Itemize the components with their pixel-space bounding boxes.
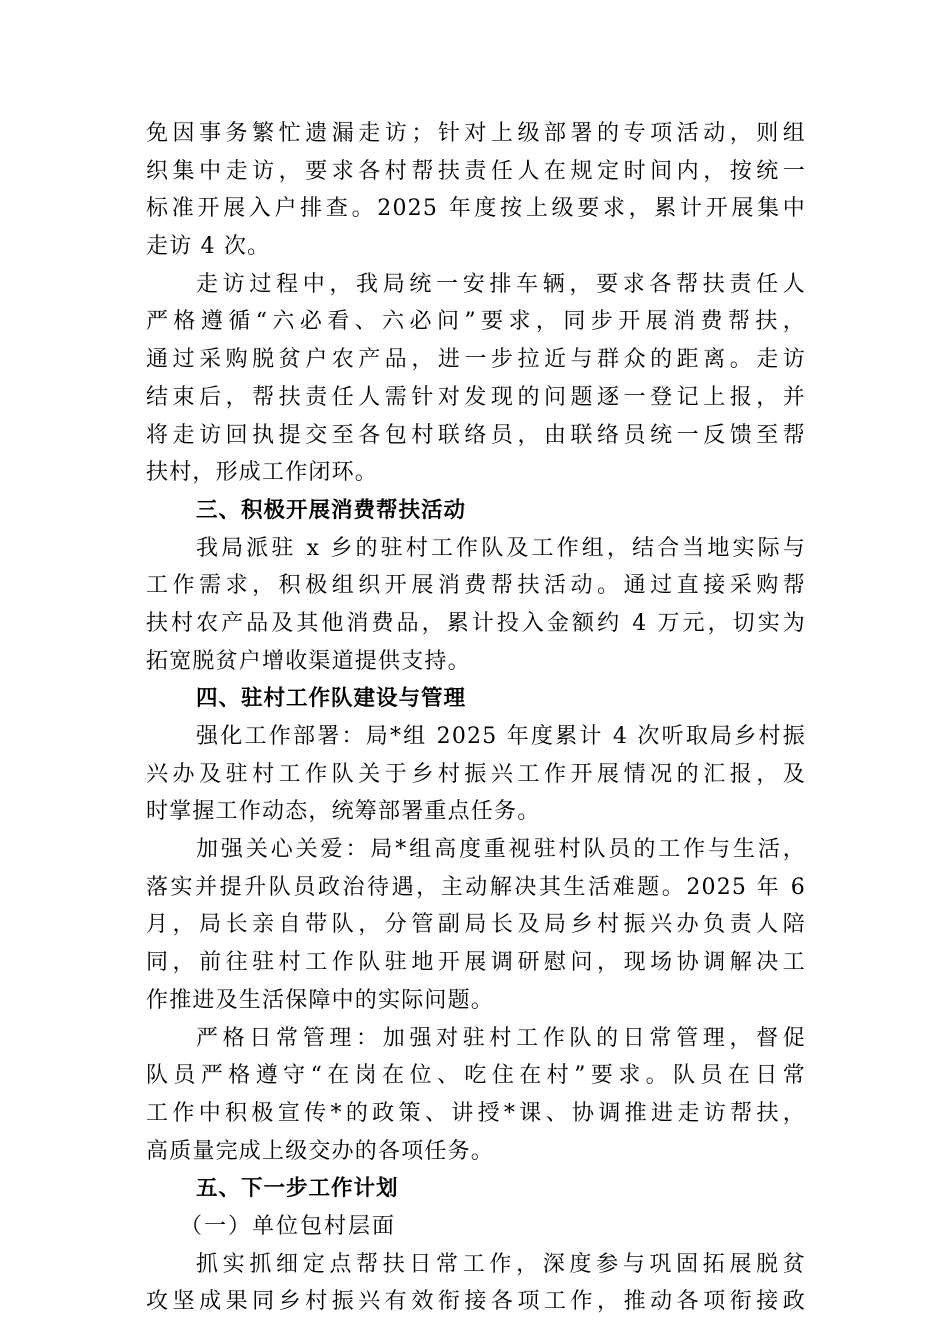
section-heading: 三、积极开展消费帮扶活动 [196, 497, 467, 523]
text-line: 工作需求，积极组织开展消费帮扶活动。通过直接采购帮 [146, 573, 806, 599]
paragraph-first-line: 抓实抓细定点帮扶日常工作，深度参与巩固拓展脱贫 [196, 1251, 806, 1277]
text-line: 同，前往驻村工作队驻地开展调研慰问，现场协调解决工 [146, 950, 806, 976]
paragraph-first-line: 我局派驻 x 乡的驻村工作队及工作组，结合当地实际与 [196, 535, 806, 561]
text-line: 织集中走访，要求各村帮扶责任人在规定时间内，按统一 [146, 158, 806, 184]
section-heading: 四、驻村工作队建设与管理 [196, 686, 467, 712]
text-line: 落实并提升队员政治待遇，主动解决其生活难题。2025 年 6 [146, 874, 806, 900]
text-line: 扶村农产品及其他消费品，累计投入金额约 4 万元，切实为 [146, 610, 806, 636]
text-line: 兴办及驻村工作队关于乡村振兴工作开展情况的汇报，及 [146, 761, 806, 787]
paragraph-first-line: 强化工作部署：局*组 2025 年度累计 4 次听取局乡村振 [196, 724, 806, 749]
text-line: 攻坚成果同乡村振兴有效衔接各项工作，推动各项衔接政 [146, 1289, 806, 1315]
text-line: 走访 4 次。 [146, 234, 271, 260]
text-line: 将走访回执提交至各包村联络员，由联络员统一反馈至帮 [146, 422, 806, 448]
text-line: 扶村，形成工作闭环。 [146, 460, 379, 486]
text-line: 标准开展入户排查。2025 年度按上级要求，累计开展集中 [146, 196, 806, 222]
text-line: 月，局长亲自带队，分管副局长及局乡村振兴办负责人陪 [146, 912, 806, 938]
text-line: 高质量完成上级交办的各项任务。 [146, 1138, 495, 1164]
paragraph-first-line: 加强关心关爱：局*组高度重视驻村队员的工作与生活， [196, 837, 806, 863]
text-line: 严格遵循“六必看、六必问”要求，同步开展消费帮扶， [146, 309, 806, 335]
paragraph-first-line: 走访过程中，我局统一安排车辆，要求各帮扶责任人 [196, 271, 806, 297]
section-heading: 五、下一步工作计划 [196, 1176, 399, 1202]
text-line: 通过采购脱贫户农产品，进一步拉近与群众的距离。走访 [146, 347, 806, 373]
text-line: 结束后，帮扶责任人需针对发现的问题逐一登记上报，并 [146, 384, 806, 410]
paragraph-first-line: 严格日常管理：加强对驻村工作队的日常管理，督促 [196, 1025, 806, 1051]
text-line: 作推进及生活保障中的实际问题。 [146, 987, 495, 1013]
text-line: 免因事务繁忙遗漏走访；针对上级部署的专项活动，则组 [146, 121, 806, 146]
document-body [146, 115, 806, 1321]
text-line: 工作中积极宣传*的政策、讲授*课、协调推进走访帮扶， [146, 1100, 806, 1126]
subsection-heading: （一）单位包村层面 [180, 1213, 397, 1239]
text-line: 拓宽脱贫户增收渠道提供支持。 [146, 648, 471, 674]
text-line: 时掌握工作动态，统筹部署重点任务。 [146, 799, 541, 825]
text-line: 队员严格遵守“在岗在位、吃住在村”要求。队员在日常 [146, 1063, 806, 1089]
